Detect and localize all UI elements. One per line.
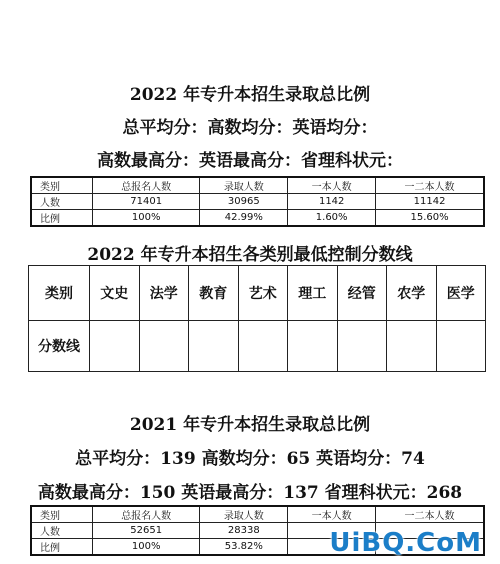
table-header-cell: 理工 — [288, 266, 338, 321]
table-row — [29, 321, 486, 372]
table-header-cell: 医学 — [436, 266, 486, 321]
title-2021: 2021 年专升本招生录取总比例 — [129, 415, 371, 435]
table-row — [31, 210, 484, 227]
table-header-cell: 一二本人数 — [376, 506, 484, 523]
table-cell: 30965 — [200, 194, 288, 210]
table-cell: 11142 — [376, 194, 484, 210]
table-cell — [139, 321, 189, 372]
table-cell: 1.60% — [288, 210, 376, 227]
table-cell: 28338 — [200, 523, 288, 539]
table-cell — [288, 321, 338, 372]
table-header-cell: 法学 — [139, 266, 189, 321]
table-header-cell: 艺术 — [238, 266, 288, 321]
avg-line-2022: 总平均分：高数均分：英语均分： — [122, 118, 378, 138]
table-cell: 42.99% — [200, 210, 288, 227]
table-header-row — [31, 177, 484, 194]
table-cell: 1142 — [288, 194, 376, 210]
table-row — [31, 194, 484, 210]
table-header-cell: 一二本人数 — [376, 177, 484, 194]
table-header-cell: 录取人数 — [200, 177, 288, 194]
table-cell — [238, 321, 288, 372]
table-cell — [90, 321, 140, 372]
table-header-cell: 类别 — [31, 506, 93, 523]
max-line-2021: 高数最高分：150 英语最高分：137 省理科状元：268 — [37, 483, 463, 503]
table-header-cell: 教育 — [189, 266, 239, 321]
table-cell: 100% — [93, 210, 200, 227]
avg-line-2021: 总平均分：139 高数均分：65 英语均分：74 — [75, 449, 425, 469]
table-cell: 比例 — [31, 210, 93, 227]
table-cell: 15.60% — [376, 210, 484, 227]
control-lines-title: 2022 年专升本招生各类别最低控制分数线 — [87, 245, 413, 265]
table-header-cell: 一本人数 — [288, 506, 376, 523]
table-cell: 分数线 — [29, 321, 90, 372]
table-cell — [387, 321, 437, 372]
table-header-cell: 总报名人数 — [93, 177, 200, 194]
table-header-cell: 类别 — [31, 177, 93, 194]
table-cell: 人数 — [31, 523, 93, 539]
table-header-row — [29, 266, 486, 321]
table-header-cell: 录取人数 — [200, 506, 288, 523]
max-line-2022: 高数最高分：英语最高分：省理科状元： — [97, 151, 403, 171]
table-cell: 人数 — [31, 194, 93, 210]
watermark-logo: UiBQ.CoM — [329, 528, 482, 558]
table-header-cell: 一本人数 — [288, 177, 376, 194]
title-2022: 2022 年专升本招生录取总比例 — [129, 85, 371, 105]
table-cell — [189, 321, 239, 372]
table-cell: 比例 — [31, 539, 93, 556]
table-cell — [337, 321, 387, 372]
table-cell: 71401 — [93, 194, 200, 210]
table-cell: 100% — [93, 539, 200, 556]
table-header-cell: 总报名人数 — [93, 506, 200, 523]
table-header-cell: 类别 — [29, 266, 90, 321]
table-header-row — [31, 506, 484, 523]
control-lines-table — [28, 265, 486, 372]
table-header-cell: 文史 — [90, 266, 140, 321]
table-cell: 53.82% — [200, 539, 288, 556]
table-header-cell: 经管 — [337, 266, 387, 321]
table-cell — [436, 321, 486, 372]
stats-table-2022 — [30, 176, 485, 227]
table-cell: 52651 — [93, 523, 200, 539]
table-header-cell: 农学 — [387, 266, 437, 321]
